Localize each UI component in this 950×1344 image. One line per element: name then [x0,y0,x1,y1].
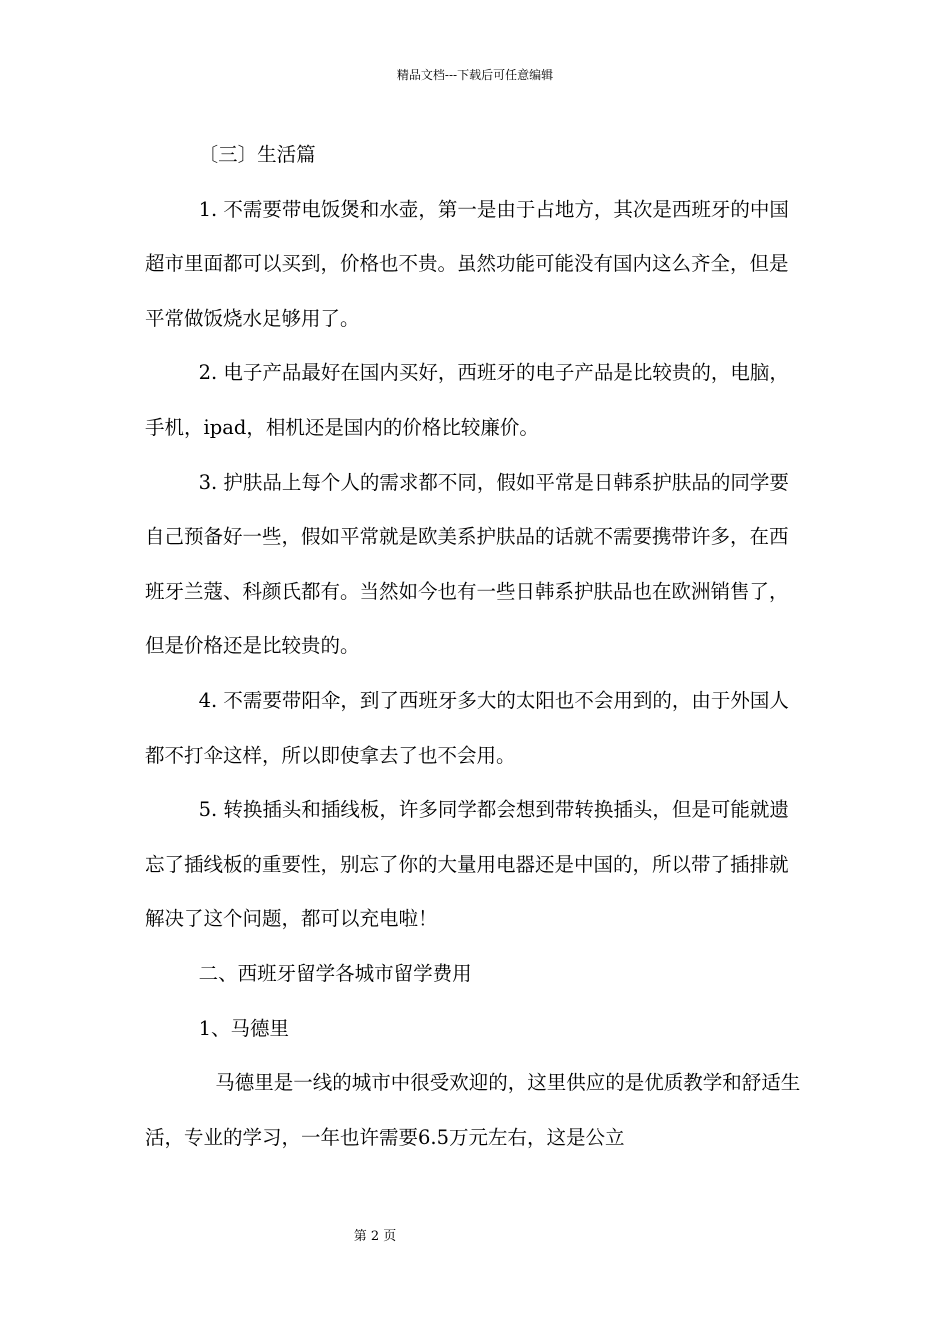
list-item-3: 3. 护肤品上每个人的需求都不同，假如平常是日韩系护肤品的同学要自己预备好一些，假如平常就是欧美系护肤品的话就不需要携带许多，在西班牙兰蔻、科颜氏都有。当然如今也有一些日韩系护肤品也在欧洲销售了，但是价格还是比较贵的。 [145,470,789,658]
list-item-4: 4. 不需要带阳伞，到了西班牙多大的太阳也不会用到的，由于外国人都不打伞这样，所以即使拿去了也不会用。 [145,688,789,767]
list-item-5: 5. 转换插头和插线板，许多同学都会想到带转换插头，但是可能就遗忘了插线板的重要性，别忘了你的大量用电器还是中国的，所以带了插排就解决了这个问题，都可以充电啦！ [145,798,789,931]
list-item-2: 2. 电子产品最好在国内买好，西班牙的电子产品是比较贵的，电脑，手机，ipad，相机还是国内的价格比较廉价。 [145,361,789,439]
section-heading: 〔三〕生活篇 [198,143,316,166]
document-body [145,128,805,1165]
page-header: 精品文档---下载后可任意编辑 [396,68,554,82]
paragraph-madrid: 马德里是一线的城市中很受欢迎的，这里供应的是优质教学和舒适生活，专业的学习，一年也许需要6.5万元左右，这是公立 [145,1071,801,1149]
list-item-1: 1. 不需要带电饭煲和水壶，第一是由于占地方，其次是西班牙的中国超市里面都可以买到，价格也不贵。虽然功能可能没有国内这么齐全，但是平常做饭烧水足够用了。 [145,197,789,330]
page-number: 第 2 页 [353,1229,397,1244]
chapter-heading: 二、西班牙留学各城市留学费用 [198,961,472,985]
sub-heading: 1、马德里 [198,1016,290,1040]
